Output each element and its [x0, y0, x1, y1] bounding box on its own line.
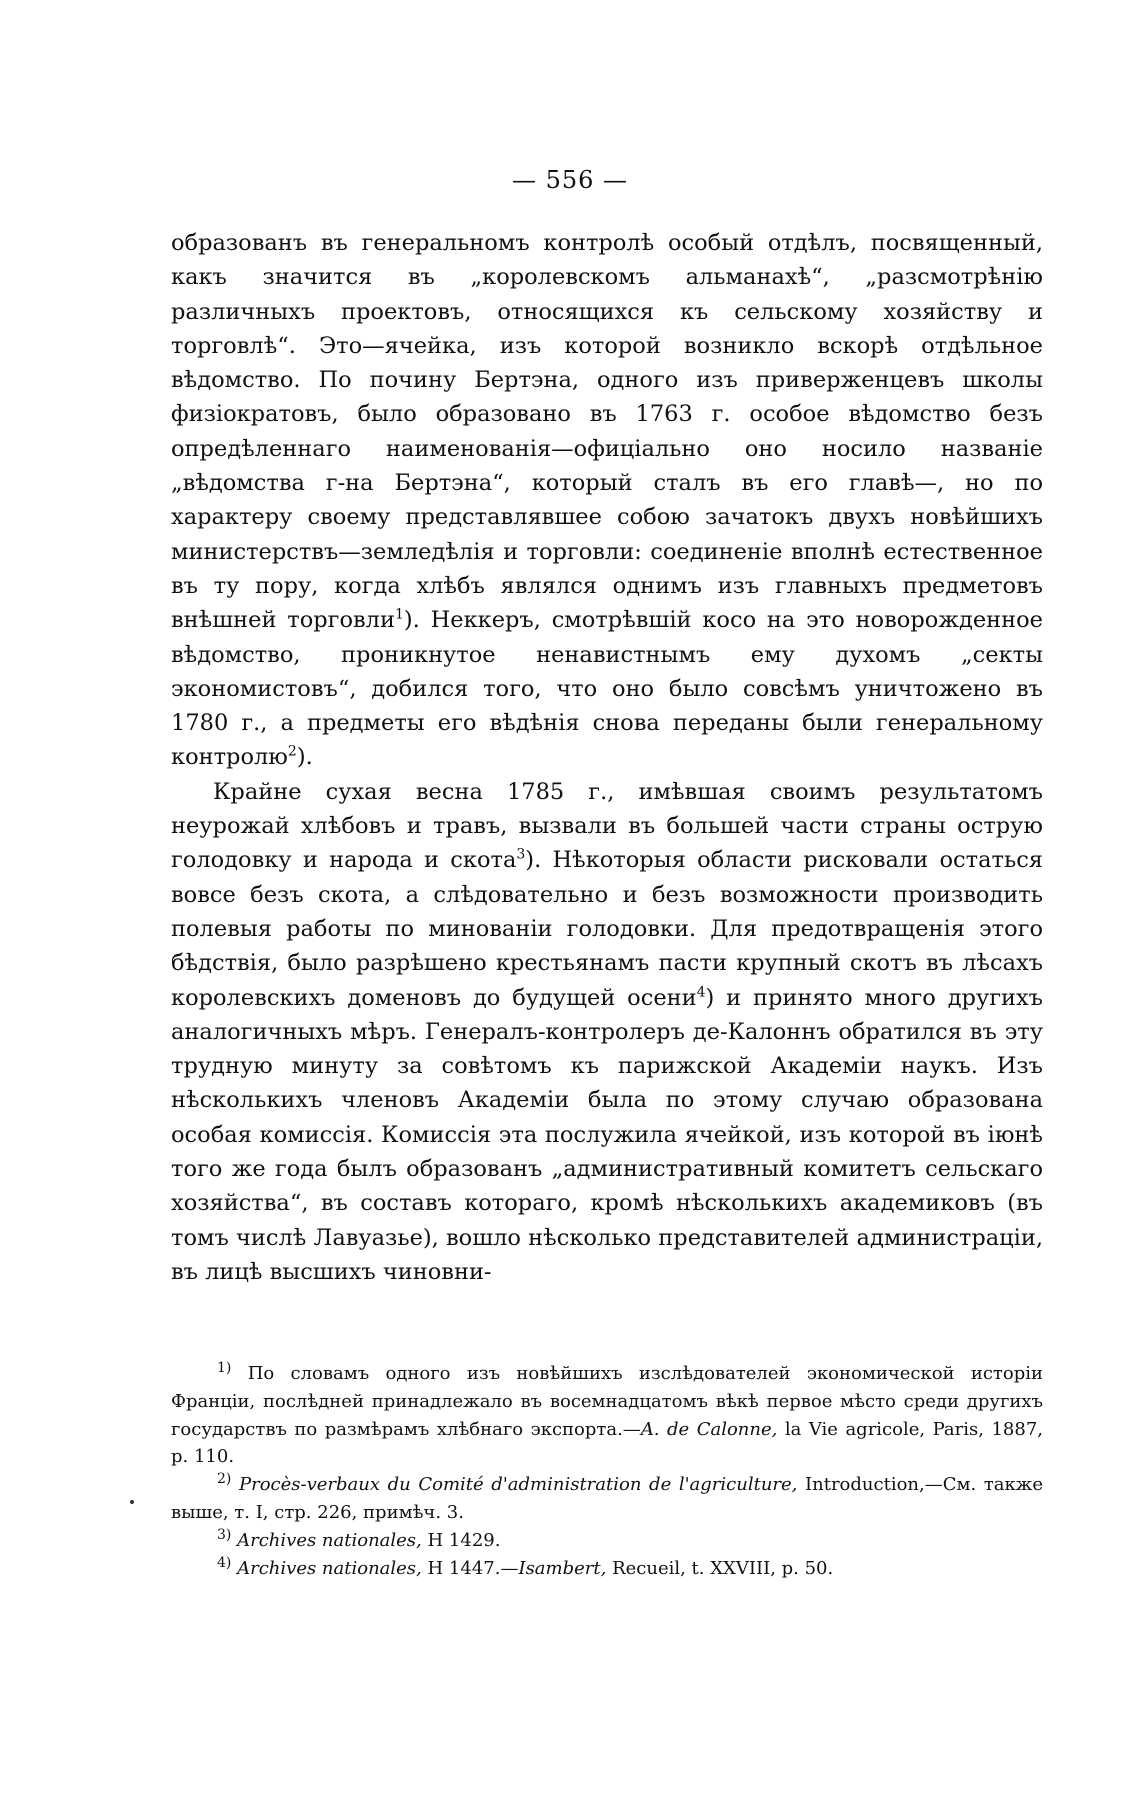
footnote-ref: 3	[516, 846, 526, 863]
paragraph	[171, 775, 1043, 1289]
text-run: ) и принято много другихъ аналогичныхъ мѣръ. Генералъ-контролеръ де-Калоннъ обратился въ эту трудную минуту за совѣтомъ къ парижской Академіи наукъ. Изъ нѣсколькихъ членовъ Академіи была по этому случаю образована особая комиссія. Комиссія эта послужила ячейкой, изъ которой въ іюнѣ того же года былъ образованъ „административный комитетъ сельскаго хозяйства“, въ составъ котораго, кромѣ нѣсколькихъ академиковъ (въ томъ числѣ Лавуазье), вошло нѣсколько представителей администраціи, въ лицѣ высшихъ чиновни-	[171, 984, 1043, 1285]
page-number: — 556 —	[511, 166, 629, 194]
text-run: ).	[296, 744, 313, 771]
text-run: образованъ въ генеральномъ контролѣ особый отдѣлъ, посвященный, какъ значится въ „королевскомъ альманахѣ“, „разсмотрѣнію различныхъ проектовъ, относящихся къ сельскому хозяйству и торговлѣ“. Это—ячейка, изъ которой возникло вскорѣ отдѣльное вѣдомство. По почину Бертэна, одного изъ приверженцевъ школы физіократовъ, было образовано въ 1763 г. особое вѣдомство безъ опредѣленнаго наименованія—офиціально оно носило названіе „вѣдомства г-на Бертэна“, который сталъ въ его главѣ—, но по характеру своему представлявшее собою зачатокъ двухъ новѣйшихъ министерствъ—земледѣлія и торговли: соединеніе вполнѣ естественное въ ту пору, когда хлѣбъ являлся однимъ изъ главныхъ предметовъ внѣшней торговли	[171, 230, 1043, 634]
footnote-text: Recueil, t. XXVIII, p. 50.	[606, 1557, 834, 1579]
scan-speck	[130, 1500, 134, 1504]
footnote-ref: 2	[287, 743, 297, 760]
text-run: ). Неккеръ, смотрѣвшій косо на это новорожденное вѣдомство, проникнутое ненавистнымъ ему духомъ „секты экономистовъ“, добился того, что оно было совсѣмъ уничтожено въ 1780 г., а предметы его вѣдѣнія снова переданы были генеральному контролю	[171, 607, 1043, 771]
footnote-text: По словамъ одного изъ новѣйшихъ изслѣдователей экономической исторіи Франціи, послѣдней принадлежало въ восемнадцатомъ вѣкѣ первое мѣсто среди другихъ государствъ по размѣрамъ хлѣбнаго экспорта.—	[171, 1363, 1043, 1440]
footnote-marker: 3)	[217, 1526, 232, 1543]
citation-italic: A. de Calonne,	[640, 1418, 778, 1440]
footnote-ref: 1	[394, 606, 404, 623]
footnote-text: H 1447.—	[421, 1557, 519, 1579]
main-text	[171, 226, 1043, 1289]
text-run: Крайне сухая весна 1785 г., имѣвшая своимъ результатомъ неурожай хлѣбовъ и травъ, вызвали въ большей части страны острую голодовку и народа и скота	[171, 778, 1043, 874]
paragraph	[171, 226, 1043, 775]
footnote-marker: 1)	[217, 1360, 232, 1376]
footnote	[171, 1471, 1043, 1527]
footnote-text: la Vie agricole, Paris, 1887, p. 110.	[171, 1418, 1043, 1468]
footnote-marker: 4)	[217, 1554, 232, 1571]
footnote-text: H 1429.	[421, 1529, 501, 1551]
footnote-text: Introduction,—См. также выше, т. I, стр. 226, примѣч. 3.	[171, 1474, 1043, 1523]
text-run: ). Нѣкоторыя области рисковали остаться вовсе безъ скота, а слѣдовательно и безъ возможности производить полевыя работы по минованіи голодовки. Для предотвращенія этого бѣдствія, было разрѣшено крестьянамъ пасти крупный скотъ въ лѣсахъ королевскихъ доменовъ до будущей осени	[171, 847, 1043, 1011]
footnote-ref: 4	[696, 984, 706, 1001]
footnote-marker: 2)	[217, 1471, 232, 1488]
footnotes	[171, 1360, 1043, 1582]
citation-italic: Archives nationales,	[237, 1557, 422, 1579]
footnote	[171, 1555, 1043, 1583]
citation-italic: Archives nationales,	[237, 1529, 422, 1551]
footnote	[171, 1360, 1043, 1471]
citation-italic: Procès-verbaux du Comité d'administration de l'agriculture,	[239, 1474, 798, 1496]
citation-italic: Isambert,	[518, 1557, 607, 1579]
footnote	[171, 1527, 1043, 1555]
